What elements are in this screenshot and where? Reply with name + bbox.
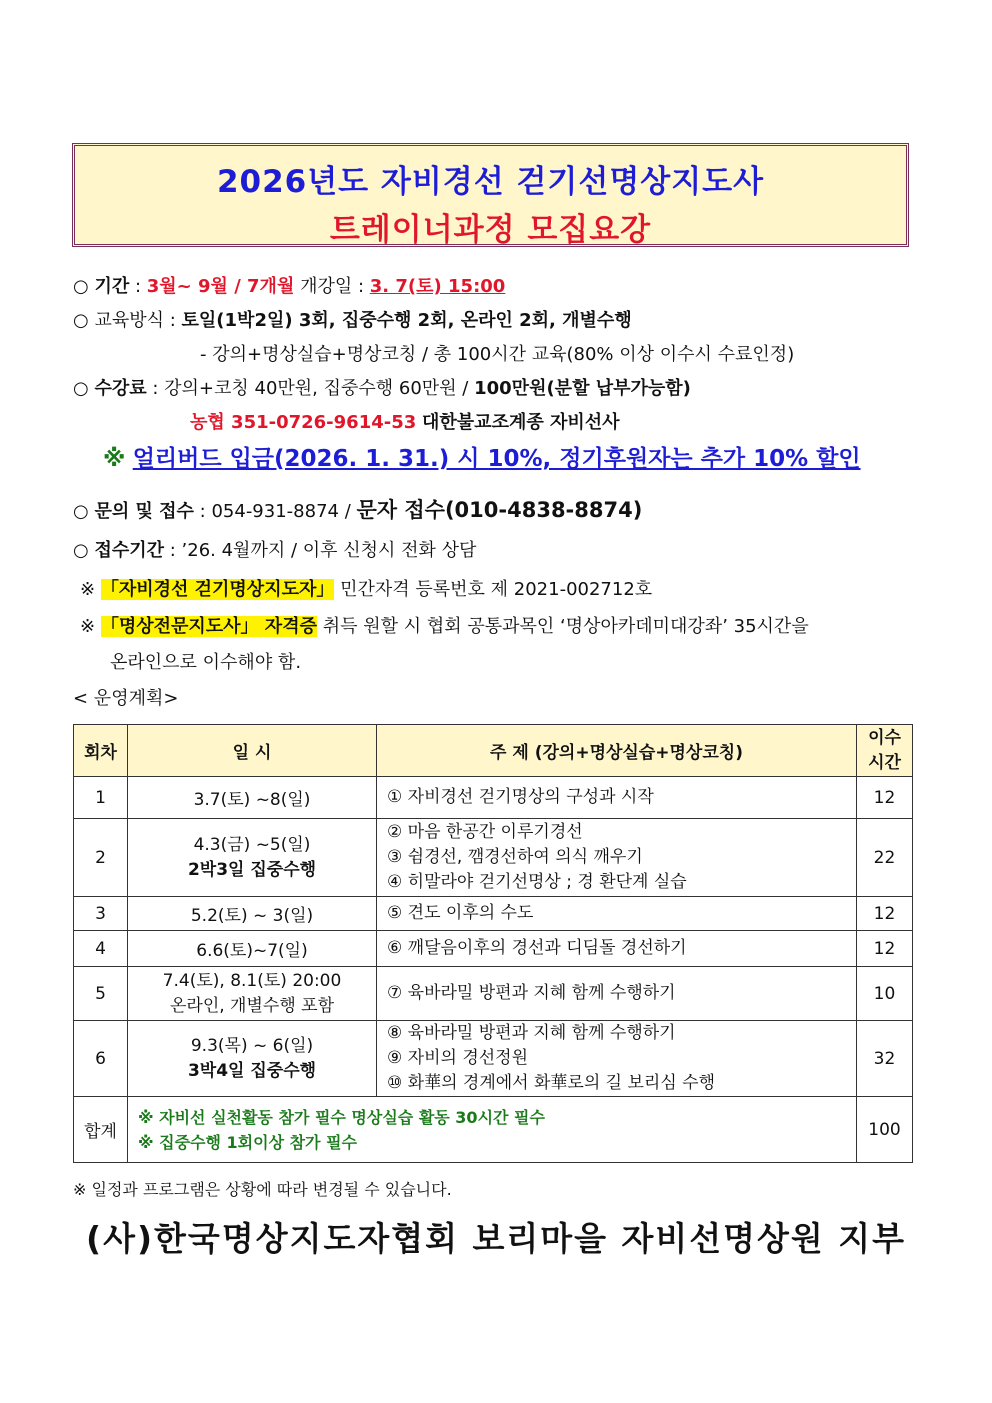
row-round: 4 xyxy=(74,931,128,967)
bullet: ○ xyxy=(73,310,89,331)
earlybird-line xyxy=(103,440,861,473)
note-1 xyxy=(80,575,652,601)
row-round: 3 xyxy=(74,897,128,931)
header-date: 일 시 xyxy=(128,725,377,777)
disclaimer: ※ 일정과 프로그램은 상황에 따라 변경될 수 있습니다. xyxy=(73,1180,452,1199)
table-row xyxy=(74,819,913,897)
account-holder: 대한불교조계종 자비선사 xyxy=(422,412,620,433)
note-mark: ※ xyxy=(80,616,96,637)
topic-item: ⑩ 화華의 경계에서 화華로의 길 보리심 수행 xyxy=(387,1073,715,1093)
total-requirements xyxy=(128,1097,857,1163)
row-date-sub: 2박3일 집중수행 xyxy=(187,859,317,880)
row-date-main: 4.3(금) ~5(일) xyxy=(193,834,311,855)
row-hours: 12 xyxy=(857,931,913,967)
row-date xyxy=(128,819,377,897)
row-hours: 12 xyxy=(857,777,913,819)
row-round: 5 xyxy=(74,967,128,1021)
note-2-highlight: 「명상전문지도사」 자격증 xyxy=(100,616,317,637)
topic-item: ⑨ 자비의 경선정원 xyxy=(387,1048,529,1068)
row-date: 3.7(토) ~8(일) xyxy=(128,777,377,819)
row-round: 2 xyxy=(74,819,128,897)
row-topics xyxy=(377,967,857,1021)
topic-item: ⑥ 깨달음이후의 경선과 디딤돌 경선하기 xyxy=(387,938,687,958)
bank-account: 농협 351-0726-9614-53 xyxy=(190,412,417,433)
note-2-text: 취득 원할 시 협회 공통과목인 ‘명상아카데미대강좌’ 35시간을 xyxy=(322,616,809,637)
row-topics xyxy=(377,897,857,931)
header-hours-1: 이수 xyxy=(868,727,901,748)
table-total-row xyxy=(74,1097,913,1163)
header-topic: 주 제 (강의+명상실습+명상코칭) xyxy=(377,725,857,777)
open-value: 3. 7(토) 15:00 xyxy=(369,276,506,297)
open-label: 개강일 : xyxy=(300,276,365,297)
row-date-sub: 3박4일 집중수행 xyxy=(187,1060,317,1081)
plan-heading: < 운영계획> xyxy=(73,688,179,709)
period-label: 기간 xyxy=(94,276,130,297)
earlybird-text: 얼리버드 입금(2026. 1. 31.) 시 10%, 정기후원자는 추가 10% 할인 xyxy=(132,446,861,472)
fee-line xyxy=(73,374,691,400)
earlybird-mark: ※ xyxy=(103,446,126,472)
fee-value: : 강의+코칭 40만원, 집중수행 60만원 / xyxy=(152,378,469,399)
total-req-2: ※ 집중수행 1회이상 참가 필수 xyxy=(138,1132,357,1152)
contact-line xyxy=(73,494,642,524)
row-date-main: 9.3(목) ~ 6(일) xyxy=(190,1035,314,1056)
bullet: ○ xyxy=(73,276,89,297)
table-row xyxy=(74,777,913,819)
contact-label: 문의 및 접수 xyxy=(94,501,194,522)
fee-label: 수강료 xyxy=(94,378,147,399)
total-label: 합계 xyxy=(74,1097,128,1163)
row-date xyxy=(128,967,377,1021)
method-detail: - 강의+명상실습+명상코칭 / 총 100시간 교육(80% 이상 이수시 수료인정) xyxy=(200,344,795,365)
header-hours xyxy=(857,725,913,777)
header-round: 회차 xyxy=(74,725,128,777)
row-round: 6 xyxy=(74,1021,128,1097)
method-label: 교육방식 : xyxy=(94,310,176,331)
title-box xyxy=(72,143,909,247)
topic-item: ③ 쉼경선, 깸경선하여 의식 깨우기 xyxy=(387,847,643,867)
topic-item: ② 마음 한공간 이루기경선 xyxy=(387,822,583,842)
note-2 xyxy=(80,612,809,638)
header-hours-2: 시간 xyxy=(868,752,901,773)
method-line xyxy=(73,306,632,332)
row-topics xyxy=(377,777,857,819)
table-row xyxy=(74,1021,913,1097)
row-hours: 22 xyxy=(857,819,913,897)
topic-item: ⑦ 육바라밀 방편과 지혜 함께 수행하기 xyxy=(387,983,676,1003)
deadline-value: : ’26. 4월까지 / 이후 신청시 전화 상담 xyxy=(169,540,477,561)
period-line: ○ 기간 : 3월~ 9월 / 7개월 개강일 : 3. 7(토) 15:00 xyxy=(73,276,506,297)
row-date-sub: 온라인, 개별수행 포함 xyxy=(169,995,334,1016)
table-header-row xyxy=(74,725,913,777)
method-value: 토일(1박2일) 3회, 집중수행 2회, 온라인 2회, 개별수행 xyxy=(181,310,632,331)
row-topics xyxy=(377,931,857,967)
row-round: 1 xyxy=(74,777,128,819)
contact-sms: 문자 접수(010-4838-8874) xyxy=(356,498,643,522)
row-topics xyxy=(377,1021,857,1097)
row-date xyxy=(128,1021,377,1097)
note-2-cont: 온라인으로 이수해야 함. xyxy=(110,652,302,673)
row-hours: 32 xyxy=(857,1021,913,1097)
topic-item: ⑧ 육바라밀 방편과 지혜 함께 수행하기 xyxy=(387,1023,676,1043)
total-req-1: ※ 자비선 실천활동 참가 필수 명상실습 활동 30시간 필수 xyxy=(138,1107,545,1127)
topic-item: ④ 히말라야 걷기선명상 ; 경 환단계 실습 xyxy=(387,872,687,892)
note-1-highlight: 「자비경선 걷기명상지도자」 xyxy=(100,579,335,600)
row-date: 5.2(토) ~ 3(일) xyxy=(128,897,377,931)
table-row xyxy=(74,931,913,967)
bank-line xyxy=(190,408,620,434)
topic-item: ⑤ 견도 이후의 수도 xyxy=(387,903,534,923)
note-1-text: 민간자격 등록번호 제 2021-002712호 xyxy=(340,579,653,600)
total-hours: 100 xyxy=(857,1097,913,1163)
table-row xyxy=(74,897,913,931)
row-hours: 12 xyxy=(857,897,913,931)
plan-table xyxy=(73,724,913,1163)
footer-organization: (사)한국명상지도자협회 보리마을 자비선명상원 지부 xyxy=(86,1219,906,1258)
fee-total: 100만원(분할 납부가능함) xyxy=(474,378,691,399)
contact-phone: : 054-931-8874 / xyxy=(199,501,351,522)
bullet: ○ xyxy=(73,540,89,561)
deadline-label: 접수기간 xyxy=(94,540,165,561)
bullet: ○ xyxy=(73,378,89,399)
row-date: 6.6(토)~7(일) xyxy=(128,931,377,967)
row-date-main: 7.4(토), 8.1(토) 20:00 xyxy=(162,970,342,991)
title-line-1: 2026년도 자비경선 걷기선명상지도사 xyxy=(216,164,765,200)
note-mark: ※ xyxy=(80,579,96,600)
topic-item: ① 자비경선 걷기명상의 구성과 시작 xyxy=(387,787,654,807)
period-value: 3월~ 9월 / 7개월 xyxy=(146,276,295,297)
table-row xyxy=(74,967,913,1021)
deadline-line xyxy=(73,536,476,562)
bullet: ○ xyxy=(73,501,89,522)
row-hours: 10 xyxy=(857,967,913,1021)
title-line-2: 트레이너과정 모집요강 xyxy=(329,212,652,248)
row-topics xyxy=(377,819,857,897)
